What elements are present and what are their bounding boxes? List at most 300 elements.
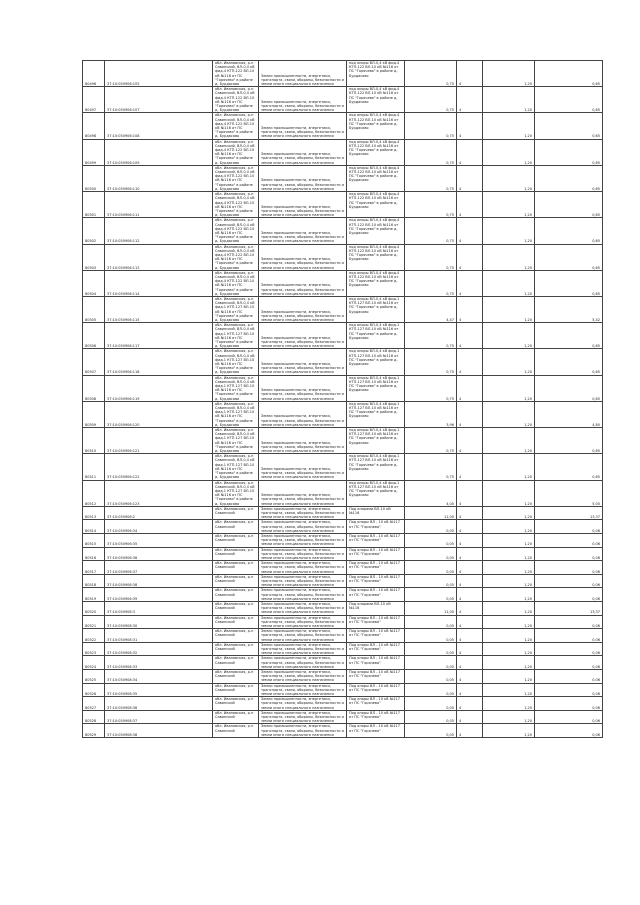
sum-cell: 0,06	[535, 615, 603, 629]
unit-cell: 4	[457, 87, 483, 113]
row-id-cell: 80519	[83, 588, 105, 602]
sum-cell: 0,65	[535, 375, 603, 401]
cadastral-number-cell: 37:10:050906:112	[105, 218, 213, 244]
land-category-cell: Земли промышленности, энергетики, транспорта, связи, обороны, безопасности и земли иного специального назначения	[259, 87, 347, 113]
area-cell: 0,75	[405, 323, 457, 349]
unit-cell: 4	[457, 375, 483, 401]
table-row	[83, 506, 603, 520]
land-category-cell: Земли промышленности, энергетики, транспорта, связи, обороны, безопасности и земли иного специального назначения	[259, 574, 347, 588]
rate-cell: 1,20	[483, 323, 535, 349]
table-row	[83, 697, 603, 711]
permitted-use-cell: Под опорами ВЛ-10 кВ №116	[347, 506, 405, 520]
rate-cell: 1,20	[483, 244, 535, 270]
sum-cell: 0,65	[535, 192, 603, 218]
unit-cell: 4	[457, 244, 483, 270]
permitted-use-cell: Под опоры ВЛ - 10 кВ №117 от ПС "Горячево"	[347, 710, 405, 724]
address-cell: обл. Ивановская, р-н Савинский, ВЛ-0,4 кВ фид.1 КТП-127 ВЛ-10 кВ №116 от ПС "Горячево" в районе д. Бурдасово	[213, 480, 259, 506]
permitted-use-cell: Под опоры ВЛ - 10 кВ №117 от ПС "Горячево"	[347, 670, 405, 684]
table-row	[83, 601, 603, 615]
area-cell: 0,05	[405, 547, 457, 561]
land-category-cell: Земли промышленности, энергетики, транспорта, связи, обороны, безопасности и земли иного специального назначения	[259, 349, 347, 375]
row-id-cell: 80525	[83, 670, 105, 684]
table-row	[83, 192, 603, 218]
unit-cell: 4	[457, 113, 483, 139]
area-cell: 0,05	[405, 520, 457, 534]
table-row	[83, 165, 603, 191]
area-cell: 0,05	[405, 710, 457, 724]
land-category-cell: Земли промышленности, энергетики, транспорта, связи, обороны, безопасности и земли иного специального назначения	[259, 547, 347, 561]
land-category-cell: Земли промышленности, энергетики, транспорта, связи, обороны, безопасности и земли иного специального назначения	[259, 296, 347, 322]
permitted-use-cell: под опоры ВЛ-0,4 кВ фид.1 КТП-127 ВЛ-10 кВ №116 от ПС "Горячево" в районе д. Бурдасово	[347, 375, 405, 401]
rate-cell: 1,20	[483, 697, 535, 711]
land-plots-table	[82, 60, 603, 738]
unit-cell: 4	[457, 349, 483, 375]
area-cell: 0,75	[405, 428, 457, 454]
table-row	[83, 656, 603, 670]
cadastral-number-cell: 37:10:050908:31	[105, 629, 213, 643]
row-id-cell: 80506	[83, 323, 105, 349]
address-cell: обл. Ивановская, р-н Савинский	[213, 670, 259, 684]
rate-cell: 1,20	[483, 656, 535, 670]
land-category-cell: Земли промышленности, энергетики, транспорта, связи, обороны, безопасности и земли иного специального назначения	[259, 601, 347, 615]
permitted-use-cell: Под опоры ВЛ - 10 кВ №117 от ПС "Горячево"	[347, 683, 405, 697]
permitted-use-cell: под опоры ВЛ-0,4 кВ фид.1 КТП-127 ВЛ-10 кВ №116 от ПС "Горячево" в районе д. Бурдасово	[347, 454, 405, 480]
unit-cell: 4	[457, 480, 483, 506]
row-id-cell: 80509	[83, 401, 105, 427]
unit-cell: 4	[457, 683, 483, 697]
unit-cell: 4	[457, 601, 483, 615]
permitted-use-cell: под опоры ВЛ-0,4 кВ фид.4 КТП-122 ВЛ-10 кВ №116 от ПС "Горячево" в районе д. Бурдасово	[347, 87, 405, 113]
area-cell: 0,05	[405, 615, 457, 629]
area-cell: 0,75	[405, 113, 457, 139]
land-category-cell: Земли промышленности, энергетики, транспорта, связи, обороны, безопасности и земли иного специального назначения	[259, 506, 347, 520]
table-row	[83, 296, 603, 322]
land-category-cell: Земли промышленности, энергетики, транспорта, связи, обороны, безопасности и земли иного специального назначения	[259, 61, 347, 87]
land-category-cell: Земли промышленности, энергетики, транспорта, связи, обороны, безопасности и земли иного специального назначения	[259, 520, 347, 534]
sum-cell: 0,06	[535, 520, 603, 534]
rate-cell: 1,20	[483, 61, 535, 87]
rate-cell: 1,20	[483, 270, 535, 296]
permitted-use-cell: под опоры ВЛ-0,4 кВ фид.4 КТП-122 ВЛ-10 кВ №116 от ПС "Горячево" в районе д. Бурдасово	[347, 192, 405, 218]
cadastral-number-cell: 37:10:050906:119	[105, 375, 213, 401]
sum-cell: 5,00	[535, 480, 603, 506]
cadastral-number-cell: 37:10:050906:113	[105, 244, 213, 270]
rate-cell: 1,20	[483, 683, 535, 697]
unit-cell: 4	[457, 454, 483, 480]
land-category-cell: Земли промышленности, энергетики, транспорта, связи, обороны, безопасности и земли иного специального назначения	[259, 697, 347, 711]
sum-cell: 0,65	[535, 113, 603, 139]
area-cell: 0,05	[405, 683, 457, 697]
row-id-cell: 80502	[83, 218, 105, 244]
address-cell: обл. Ивановская, р-н Савинский, ВЛ-0,4 кВ фид.1 КТП-127 ВЛ-10 кВ №116 от ПС "Горячево" в районе д. Бурдасово	[213, 323, 259, 349]
table-row	[83, 683, 603, 697]
area-cell: 0,05	[405, 697, 457, 711]
cadastral-number-cell: 37:10:050906:34	[105, 520, 213, 534]
sum-cell: 0,65	[535, 165, 603, 191]
unit-cell: 4	[457, 642, 483, 656]
rate-cell: 1,20	[483, 670, 535, 684]
rate-cell: 1,20	[483, 506, 535, 520]
land-category-cell: Земли промышленности, энергетики, транспорта, связи, обороны, безопасности и земли иного специального назначения	[259, 670, 347, 684]
row-id-cell: 80528	[83, 710, 105, 724]
row-id-cell: 80515	[83, 533, 105, 547]
row-id-cell: 80512	[83, 480, 105, 506]
land-category-cell: Земли промышленности, энергетики, транспорта, связи, обороны, безопасности и земли иного специального назначения	[259, 454, 347, 480]
cadastral-number-cell: 37:10:050906:117	[105, 323, 213, 349]
row-id-cell: 80527	[83, 697, 105, 711]
cadastral-number-cell: 37:10:050906:35	[105, 533, 213, 547]
land-category-cell: Земли промышленности, энергетики, транспорта, связи, обороны, безопасности и земли иного специального назначения	[259, 165, 347, 191]
permitted-use-cell: под опоры ВЛ-0,4 кВ фид.4 КТП-122 ВЛ-10 кВ №116 от ПС "Горячево" в районе д. Бурдасово	[347, 270, 405, 296]
sum-cell: 0,06	[535, 547, 603, 561]
cadastral-number-cell: 37:10:050906:109	[105, 139, 213, 165]
unit-cell: 4	[457, 270, 483, 296]
land-category-cell: Земли промышленности, энергетики, транспорта, связи, обороны, безопасности и земли иного специального назначения	[259, 615, 347, 629]
permitted-use-cell: Под опоры ВЛ - 10 кВ №117 от ПС "Горячево"	[347, 588, 405, 602]
row-id-cell: 80497	[83, 87, 105, 113]
area-cell: 0,05	[405, 574, 457, 588]
address-cell: обл. Ивановская, р-н Савинский	[213, 615, 259, 629]
table-row	[83, 61, 603, 87]
table-row	[83, 87, 603, 113]
area-cell: 0,05	[405, 588, 457, 602]
unit-cell: 4	[457, 574, 483, 588]
area-cell: 0,05	[405, 656, 457, 670]
row-id-cell: 80501	[83, 192, 105, 218]
address-cell: обл. Ивановская, р-н Савинский	[213, 533, 259, 547]
sum-cell: 0,65	[535, 218, 603, 244]
land-category-cell: Земли промышленности, энергетики, транспорта, связи, обороны, безопасности и земли иного специального назначения	[259, 683, 347, 697]
area-cell: 0,05	[405, 724, 457, 738]
area-cell: 0,75	[405, 165, 457, 191]
land-category-cell: Земли промышленности, энергетики, транспорта, связи, обороны, безопасности и земли иного специального назначения	[259, 401, 347, 427]
address-cell: обл. Ивановская, р-н Савинский, ВЛ-0,4 кВ фид.1 КТП-127 ВЛ-10 кВ №116 от ПС "Горячево" в районе д. Бурдасово	[213, 349, 259, 375]
row-id-cell: 80498	[83, 113, 105, 139]
permitted-use-cell: под опоры ВЛ-0,4 кВ фид.1 КТП-127 ВЛ-10 кВ №116 от ПС "Горячево" в районе д. Бурдасово	[347, 428, 405, 454]
rate-cell: 1,20	[483, 454, 535, 480]
address-cell: обл. Ивановская, р-н Савинский	[213, 656, 259, 670]
land-category-cell: Земли промышленности, энергетики, транспорта, связи, обороны, безопасности и земли иного специального назначения	[259, 642, 347, 656]
permitted-use-cell: Под опоры ВЛ - 10 кВ №117 от ПС "Горячево"	[347, 547, 405, 561]
area-cell: 0,75	[405, 375, 457, 401]
address-cell: обл. Ивановская, р-н Савинский, ВЛ-0,4 кВ фид.4 КТП-122 ВЛ-10 кВ №116 от ПС "Горячево" в районе д. Бурдасово	[213, 270, 259, 296]
table-row	[83, 547, 603, 561]
address-cell: обл. Ивановская, р-н Савинский	[213, 520, 259, 534]
cadastral-number-cell: 37:10:050906:107	[105, 87, 213, 113]
area-cell: 0,75	[405, 270, 457, 296]
area-cell: 0,75	[405, 454, 457, 480]
land-category-cell: Земли промышленности, энергетики, транспорта, связи, обороны, безопасности и земли иного специального назначения	[259, 629, 347, 643]
area-cell: 0,05	[405, 670, 457, 684]
address-cell: обл. Ивановская, р-н Савинский	[213, 547, 259, 561]
sum-cell: 0,65	[535, 270, 603, 296]
land-category-cell: Земли промышленности, энергетики, транспорта, связи, обороны, безопасности и земли иного специального назначения	[259, 218, 347, 244]
permitted-use-cell: Под опоры ВЛ - 10 кВ №117 от ПС "Горячево"	[347, 656, 405, 670]
table-row	[83, 588, 603, 602]
table-row	[83, 454, 603, 480]
area-cell: 0,05	[405, 629, 457, 643]
unit-cell: 4	[457, 296, 483, 322]
permitted-use-cell: Под опоры ВЛ - 10 кВ №117 от ПС "Горячево"	[347, 615, 405, 629]
land-category-cell: Земли промышленности, энергетики, транспорта, связи, обороны, безопасности и земли иного специального назначения	[259, 561, 347, 575]
unit-cell: 4	[457, 506, 483, 520]
address-cell: обл. Ивановская, р-н Савинский, ВЛ-0,4 кВ фид.4 КТП-122 ВЛ-10 кВ №116 от ПС "Горячево" в районе д. Бурдасово	[213, 87, 259, 113]
cadastral-number-cell: 37:10:050906:108	[105, 113, 213, 139]
address-cell: обл. Ивановская, р-н Савинский, ВЛ-0,4 кВ фид.4 КТП-122 ВЛ-10 кВ №116 от ПС "Горячево" в районе д. Бурдасово	[213, 61, 259, 87]
sum-cell: 0,65	[535, 323, 603, 349]
address-cell: обл. Ивановская, р-н Савинский	[213, 697, 259, 711]
sum-cell: 0,06	[535, 642, 603, 656]
permitted-use-cell: под опоры ВЛ-0,4 кВ фид.1 КТП-127 ВЛ-10 кВ №116 от ПС "Горячево" в районе д. Бурдасово	[347, 401, 405, 427]
table-row	[83, 520, 603, 534]
area-cell: 0,05	[405, 642, 457, 656]
area-cell: 0,75	[405, 349, 457, 375]
table-row	[83, 375, 603, 401]
rate-cell: 1,20	[483, 87, 535, 113]
sum-cell: 0,65	[535, 87, 603, 113]
sum-cell: 0,06	[535, 710, 603, 724]
row-id-cell: 80503	[83, 244, 105, 270]
sum-cell: 0,06	[535, 656, 603, 670]
rate-cell: 1,20	[483, 296, 535, 322]
rate-cell: 1,20	[483, 139, 535, 165]
address-cell: обл. Ивановская, р-н Савинский	[213, 683, 259, 697]
sum-cell: 5,42	[535, 296, 603, 322]
unit-cell: 4	[457, 165, 483, 191]
row-id-cell: 80511	[83, 454, 105, 480]
sum-cell: 0,06	[535, 724, 603, 738]
cadastral-number-cell: 37:10:050906:118	[105, 349, 213, 375]
cadastral-number-cell: 37:10:050906:38	[105, 574, 213, 588]
table-row	[83, 244, 603, 270]
cadastral-number-cell: 37:10:050906:114	[105, 270, 213, 296]
sum-cell: 0,06	[535, 683, 603, 697]
rate-cell: 1,20	[483, 615, 535, 629]
row-id-cell: 80524	[83, 656, 105, 670]
row-id-cell: 80523	[83, 642, 105, 656]
cadastral-number-cell: 37:10:050908:38	[105, 724, 213, 738]
area-cell: 0,75	[405, 139, 457, 165]
permitted-use-cell: Под опоры ВЛ - 10 кВ №117 от ПС "Горячево"	[347, 697, 405, 711]
table-row	[83, 615, 603, 629]
table-row	[83, 428, 603, 454]
permitted-use-cell: под опоры ВЛ-0,4 кВ фид.1 КТП-127 ВЛ-10 кВ №116 от ПС "Горячево" в районе д. Бурдасово	[347, 296, 405, 322]
cadastral-number-cell: 37:10:050906:37	[105, 561, 213, 575]
table-row	[83, 629, 603, 643]
cadastral-number-cell: 37:10:050908:36	[105, 697, 213, 711]
land-category-cell: Земли промышленности, энергетики, транспорта, связи, обороны, безопасности и земли иного специального назначения	[259, 270, 347, 296]
rate-cell: 1,20	[483, 710, 535, 724]
address-cell: обл. Ивановская, р-н Савинский	[213, 710, 259, 724]
sum-cell: 4,80	[535, 401, 603, 427]
sum-cell: 0,06	[535, 629, 603, 643]
rate-cell: 1,20	[483, 533, 535, 547]
area-cell: 3,96	[405, 401, 457, 427]
land-category-cell: Земли промышленности, энергетики, транспорта, связи, обороны, безопасности и земли иного специального назначения	[259, 724, 347, 738]
address-cell: обл. Ивановская, р-н Савинский	[213, 629, 259, 643]
unit-cell: 4	[457, 428, 483, 454]
area-cell: 0,75	[405, 61, 457, 87]
rate-cell: 1,20	[483, 428, 535, 454]
row-id-cell: 80526	[83, 683, 105, 697]
address-cell: обл. Ивановская, р-н Савинский	[213, 506, 259, 520]
permitted-use-cell: под опоры ВЛ-0,4 кВ фид.1 КТП-127 ВЛ-10 кВ №116 от ПС "Горячево" в районе д. Бурдасово	[347, 349, 405, 375]
sum-cell: 0,65	[535, 454, 603, 480]
address-cell: обл. Ивановская, р-н Савинский	[213, 642, 259, 656]
unit-cell: 4	[457, 615, 483, 629]
area-cell: 0,75	[405, 218, 457, 244]
unit-cell: 4	[457, 61, 483, 87]
address-cell: обл. Ивановская, р-н Савинский	[213, 561, 259, 575]
permitted-use-cell: Под опорами ВЛ-10 кВ №116	[347, 601, 405, 615]
address-cell: обл. Ивановская, р-н Савинский	[213, 724, 259, 738]
table-row	[83, 349, 603, 375]
area-cell: 0,05	[405, 561, 457, 575]
row-id-cell: 80513	[83, 506, 105, 520]
area-cell: 0,75	[405, 244, 457, 270]
address-cell: обл. Ивановская, р-н Савинский, ВЛ-0,4 кВ фид.1 КТП-127 ВЛ-10 кВ №116 от ПС "Горячево" в районе д. Бурдасово	[213, 454, 259, 480]
table-row	[83, 574, 603, 588]
rate-cell: 1,20	[483, 218, 535, 244]
row-id-cell: 80520	[83, 601, 105, 615]
cadastral-number-cell: 37:10:050908:32	[105, 642, 213, 656]
land-category-cell: Земли промышленности, энергетики, транспорта, связи, обороны, безопасности и земли иного специального назначения	[259, 656, 347, 670]
permitted-use-cell: Под опоры ВЛ - 10 кВ №117 от ПС "Горячево"	[347, 724, 405, 738]
table-row	[83, 218, 603, 244]
rate-cell: 1,20	[483, 480, 535, 506]
permitted-use-cell: под опоры ВЛ-0,4 кВ фид.4 КТП-122 ВЛ-10 кВ №116 от ПС "Горячево" в районе д. Бурдасово	[347, 139, 405, 165]
rate-cell: 1,20	[483, 561, 535, 575]
permitted-use-cell: Под опоры ВЛ - 10 кВ №117 от ПС "Горячево"	[347, 520, 405, 534]
table-row	[83, 561, 603, 575]
table-row	[83, 323, 603, 349]
rate-cell: 1,20	[483, 588, 535, 602]
row-id-cell: 80522	[83, 629, 105, 643]
address-cell: обл. Ивановская, р-н Савинский	[213, 574, 259, 588]
sum-cell: 0,65	[535, 244, 603, 270]
table-row	[83, 113, 603, 139]
unit-cell: 4	[457, 547, 483, 561]
permitted-use-cell: под опоры ВЛ-0,4 кВ фид.4 КТП-122 ВЛ-10 кВ №116 от ПС "Горячево" в районе д. Бурдасово	[347, 113, 405, 139]
land-category-cell: Земли промышленности, энергетики, транспорта, связи, обороны, безопасности и земли иного специального назначения	[259, 710, 347, 724]
permitted-use-cell: под опоры ВЛ-0,4 кВ фид.1 КТП-127 ВЛ-10 кВ №116 от ПС "Горячево" в районе д. Бурдасово	[347, 480, 405, 506]
row-id-cell: 80505	[83, 296, 105, 322]
area-cell: 11,00	[405, 601, 457, 615]
rate-cell: 1,20	[483, 349, 535, 375]
address-cell: обл. Ивановская, р-н Савинский, ВЛ-0,4 кВ фид.4 КТП-122 ВЛ-10 кВ №116 от ПС "Горячево" в районе д. Бурдасово	[213, 218, 259, 244]
unit-cell: 4	[457, 323, 483, 349]
cadastral-number-cell: 37:10:050906:110	[105, 165, 213, 191]
rate-cell: 1,20	[483, 642, 535, 656]
row-id-cell: 80500	[83, 165, 105, 191]
table-row	[83, 401, 603, 427]
cadastral-number-cell: 37:10:050906:36	[105, 547, 213, 561]
rate-cell: 1,20	[483, 574, 535, 588]
cadastral-number-cell: 37:10:050906:39	[105, 588, 213, 602]
row-id-cell: 80499	[83, 139, 105, 165]
row-id-cell: 80517	[83, 561, 105, 575]
address-cell: обл. Ивановская, р-н Савинский	[213, 588, 259, 602]
unit-cell: 4	[457, 192, 483, 218]
sum-cell: 0,06	[535, 588, 603, 602]
unit-cell: 4	[457, 218, 483, 244]
row-id-cell: 80514	[83, 520, 105, 534]
land-category-cell: Земли промышленности, энергетики, транспорта, связи, обороны, безопасности и земли иного специального назначения	[259, 428, 347, 454]
sum-cell: 13,37	[535, 601, 603, 615]
sum-cell: 0,06	[535, 533, 603, 547]
address-cell: обл. Ивановская, р-н Савинский, ВЛ-0,4 кВ фид.1 КТП-127 ВЛ-10 кВ №116 от ПС "Горячево" в районе д. Бурдасово	[213, 428, 259, 454]
unit-cell: 4	[457, 697, 483, 711]
sum-cell: 0,06	[535, 697, 603, 711]
rate-cell: 1,20	[483, 601, 535, 615]
sum-cell: 0,06	[535, 574, 603, 588]
row-id-cell: 80529	[83, 724, 105, 738]
unit-cell: 4	[457, 401, 483, 427]
rate-cell: 1,20	[483, 165, 535, 191]
area-cell: 0,75	[405, 87, 457, 113]
land-category-cell: Земли промышленности, энергетики, транспорта, связи, обороны, безопасности и земли иного специального назначения	[259, 139, 347, 165]
cadastral-number-cell: 37:10:050908:35	[105, 683, 213, 697]
address-cell: обл. Ивановская, р-н Савинский, ВЛ-0,4 кВ фид.1 КТП-127 ВЛ-10 кВ №116 от ПС "Горячево" в районе д. Бурдасово	[213, 401, 259, 427]
table-row	[83, 642, 603, 656]
permitted-use-cell: Под опоры ВЛ - 10 кВ №117 от ПС "Горячево"	[347, 574, 405, 588]
address-cell: обл. Ивановская, р-н Савинский, ВЛ-0,4 кВ фид.4 КТП-122 ВЛ-10 кВ №116 от ПС "Горячево" в районе д. Бурдасово	[213, 165, 259, 191]
table-row	[83, 270, 603, 296]
unit-cell: 4	[457, 629, 483, 643]
permitted-use-cell: Под опоры ВЛ - 10 кВ №117 от ПС "Горячево"	[347, 533, 405, 547]
table-row	[83, 139, 603, 165]
row-id-cell: 80518	[83, 574, 105, 588]
rate-cell: 1,20	[483, 401, 535, 427]
permitted-use-cell: Под опоры ВЛ - 10 кВ №117 от ПС "Горячево"	[347, 629, 405, 643]
address-cell: обл. Ивановская, р-н Савинский, ВЛ-0,4 кВ фид.4 КТП-122 ВЛ-10 кВ №116 от ПС "Горячево" в районе д. Бурдасово	[213, 139, 259, 165]
unit-cell: 4	[457, 670, 483, 684]
permitted-use-cell: под опоры ВЛ-0,4 кВ фид.4 КТП-122 ВЛ-10 кВ №116 от ПС "Горячево" в районе д. Бурдасово	[347, 244, 405, 270]
cadastral-number-cell: 37:10:050908:33	[105, 656, 213, 670]
unit-cell: 4	[457, 520, 483, 534]
row-id-cell: 80508	[83, 375, 105, 401]
sum-cell: 0,65	[535, 61, 603, 87]
cadastral-number-cell: 37:10:050906:123	[105, 480, 213, 506]
cadastral-number-cell: 37:10:050908:34	[105, 670, 213, 684]
table-row	[83, 670, 603, 684]
permitted-use-cell: под опоры ВЛ-0,4 кВ фид.4 КТП-122 ВЛ-10 кВ №116 от ПС "Горячево" в районе д. Бурдасово	[347, 61, 405, 87]
permitted-use-cell: под опоры ВЛ-0,4 кВ фид.4 КТП-122 ВЛ-10 кВ №116 от ПС "Горячево" в районе д. Бурдасово	[347, 165, 405, 191]
land-category-cell: Земли промышленности, энергетики, транспорта, связи, обороны, безопасности и земли иного специального назначения	[259, 323, 347, 349]
land-category-cell: Земли промышленности, энергетики, транспорта, связи, обороны, безопасности и земли иного специального назначения	[259, 480, 347, 506]
row-id-cell: 80496	[83, 61, 105, 87]
cadastral-number-cell: 37:10:050906:111	[105, 192, 213, 218]
rate-cell: 1,20	[483, 192, 535, 218]
permitted-use-cell: Под опоры ВЛ - 10 кВ №117 от ПС "Горячево"	[347, 561, 405, 575]
row-id-cell: 80510	[83, 428, 105, 454]
unit-cell: 4	[457, 710, 483, 724]
unit-cell: 4	[457, 139, 483, 165]
area-cell: 0,75	[405, 192, 457, 218]
rate-cell: 1,20	[483, 113, 535, 139]
sum-cell: 0,65	[535, 349, 603, 375]
unit-cell: 4	[457, 656, 483, 670]
rate-cell: 1,20	[483, 629, 535, 643]
land-category-cell: Земли промышленности, энергетики, транспорта, связи, обороны, безопасности и земли иного специального назначения	[259, 588, 347, 602]
land-category-cell: Земли промышленности, энергетики, транспорта, связи, обороны, безопасности и земли иного специального назначения	[259, 375, 347, 401]
address-cell: обл. Ивановская, р-н Савинский, ВЛ-0,4 кВ фид.4 КТП-122 ВЛ-10 кВ №116 от ПС "Горячево" в районе д. Бурдасово	[213, 192, 259, 218]
cadastral-number-cell: 37:10:050906:122	[105, 454, 213, 480]
table-row	[83, 710, 603, 724]
cadastral-number-cell: 37:10:050908:3	[105, 601, 213, 615]
permitted-use-cell: под опоры ВЛ-0,4 кВ фид.4 КТП-122 ВЛ-10 кВ №116 от ПС "Горячево" в районе д. Бурдасово	[347, 218, 405, 244]
area-cell: 11,00	[405, 506, 457, 520]
